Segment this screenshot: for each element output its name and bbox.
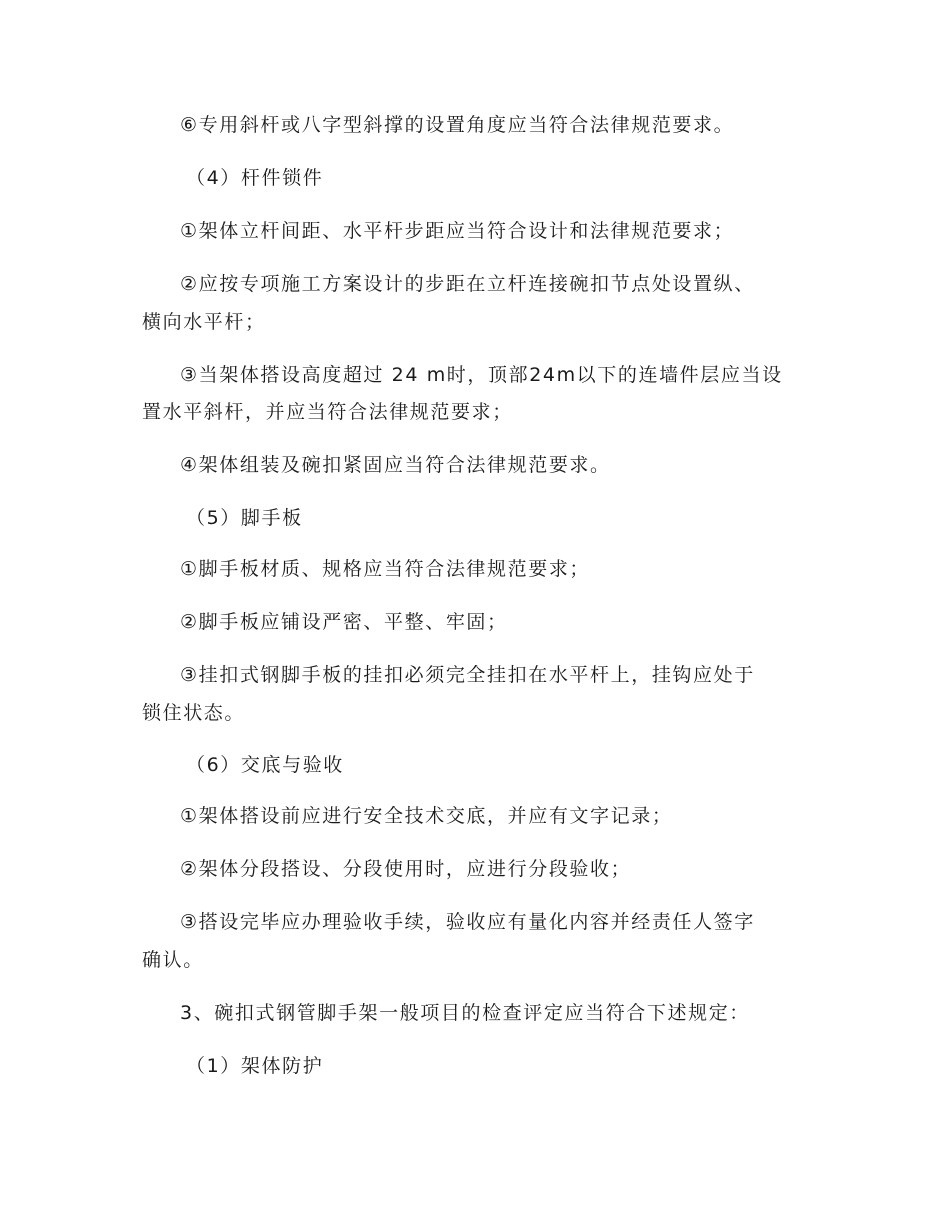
section-heading: （1）架体防护 <box>186 1055 324 1077</box>
paragraph-line: ③当架体搭设高度超过 24 m时，顶部24m以下的连墙件层应当设 <box>180 364 783 386</box>
paragraph-line: 确认。 <box>142 949 204 971</box>
section-heading: （6）交底与验收 <box>186 754 344 776</box>
paragraph-line: 横向水平杆； <box>142 311 266 333</box>
paragraph-line: 3、碗扣式钢管脚手架一般项目的检查评定应当符合下述规定： <box>180 1002 750 1024</box>
section-heading: （5）脚手板 <box>186 507 303 529</box>
paragraph-line: ④架体组装及碗扣紧固应当符合法律规范要求。 <box>180 454 611 476</box>
paragraph-line: 置水平斜杆，并应当符合法律规范要求； <box>142 401 513 423</box>
paragraph-line: ⑥专用斜杆或八字型斜撑的设置角度应当符合法律规范要求。 <box>180 114 735 136</box>
section-heading: （4）杆件锁件 <box>186 167 324 189</box>
paragraph-line: ②架体分段搭设、分段使用时，应进行分段验收； <box>180 858 632 880</box>
paragraph-line: ②应按专项施工方案设计的步距在立杆连接碗扣节点处设置纵、 <box>180 273 755 295</box>
paragraph-line: ③搭设完毕应办理验收手续，验收应有量化内容并经责任人签字 <box>180 911 755 933</box>
paragraph-line: ①脚手板材质、规格应当符合法律规范要求； <box>180 558 591 580</box>
paragraph-line: 锁住状态。 <box>142 702 246 724</box>
paragraph-line: ③挂扣式钢脚手板的挂扣必须完全挂扣在水平杆上，挂钩应处于 <box>180 664 755 686</box>
paragraph-line: ①架体搭设前应进行安全技术交底，并应有文字记录； <box>180 805 673 827</box>
paragraph-line: ①架体立杆间距、水平杆步距应当符合设计和法律规范要求； <box>180 220 735 242</box>
paragraph-line: ②脚手板应铺设严密、平整、牢固； <box>180 611 508 633</box>
